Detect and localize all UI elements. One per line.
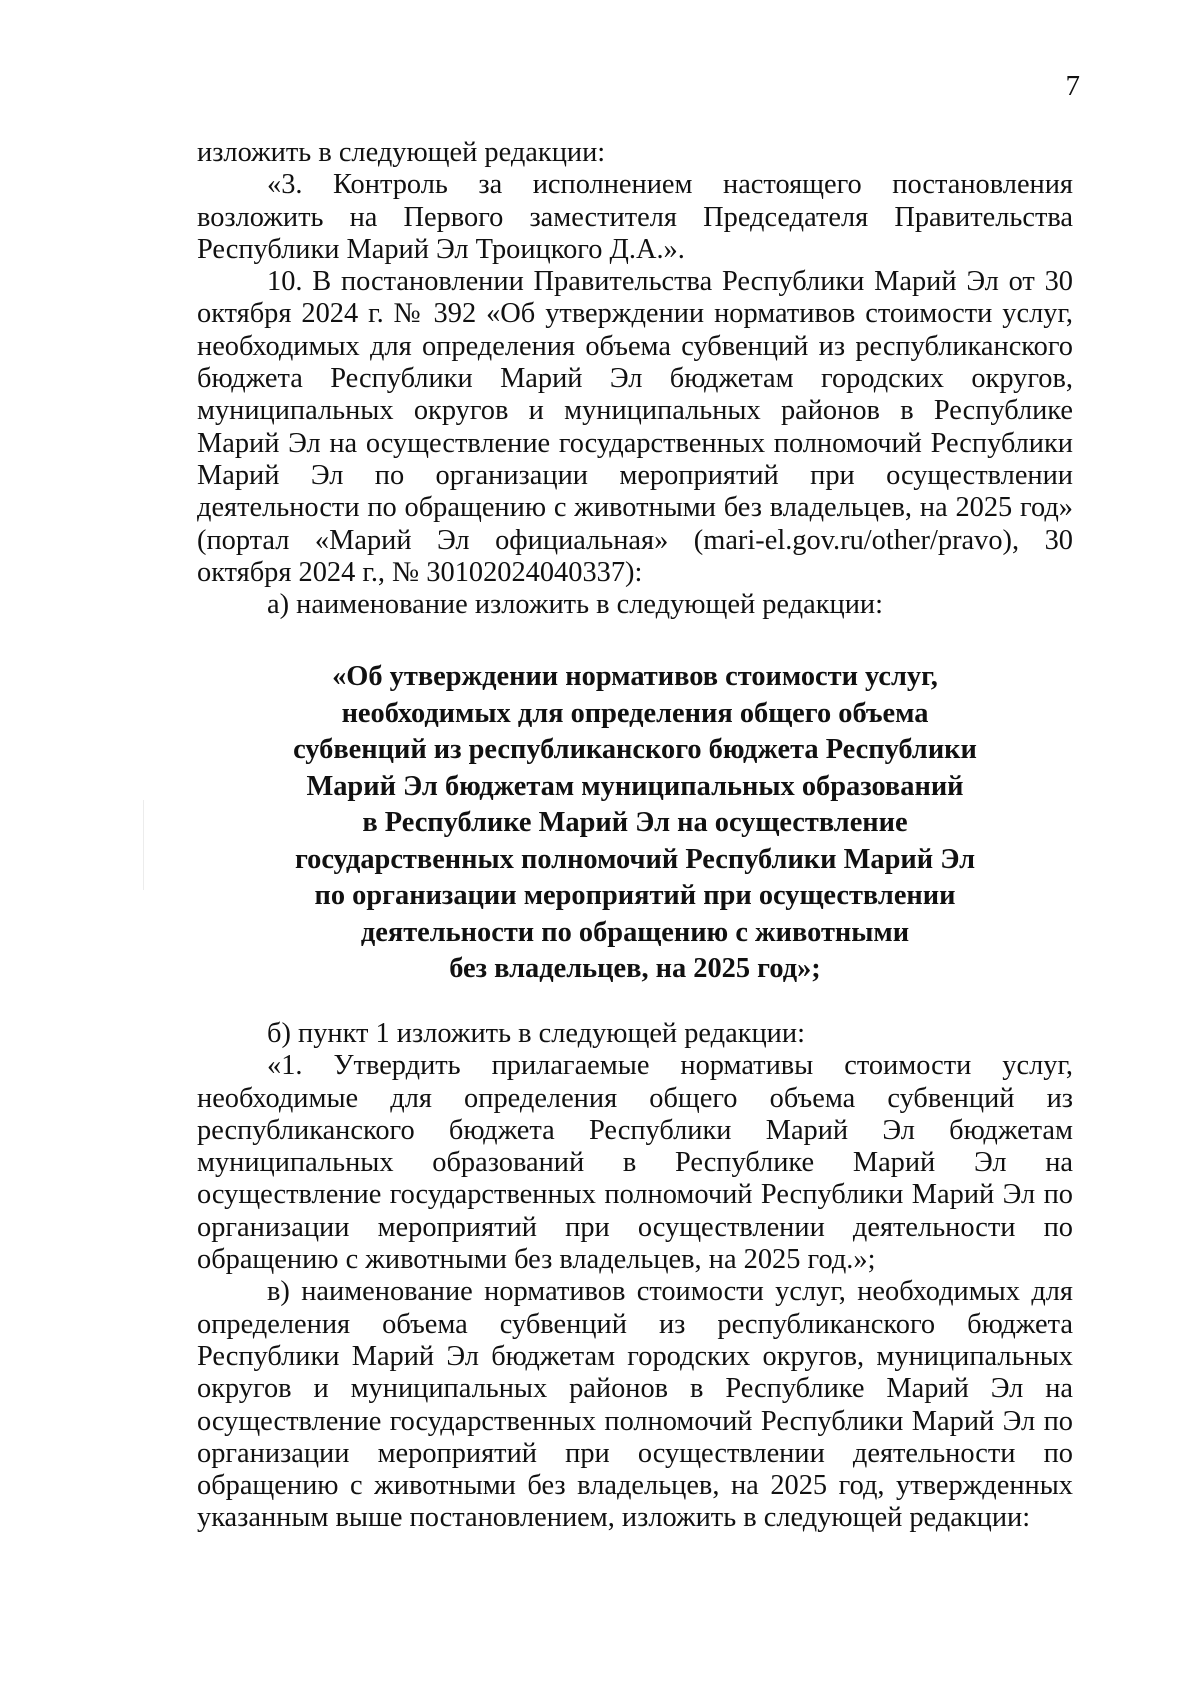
paragraph-subitem-v: в) наименование нормативов стоимости услуг, необходимых для определения объема субвенций из республиканского бюджета Республики Марий Эл бюджетам городских округов, муниципальных округов и муниципальных районов в Республике Марий Эл на осуществление государственных полномочий Республики Марий Эл по организации мероприятий при осуществлении деятельности по обращению с животными без владельцев, на 2025 год, утвержденных указанным выше постановлением, изложить в следующей редакции: <box>197 1276 1073 1534</box>
title-line: деятельности по обращению с животными <box>360 916 910 948</box>
title-line: по организации мероприятий при осуществлении <box>314 880 956 912</box>
paragraph-item-1-text: «1. Утвердить прилагаемые нормативы стоимости услуг, необходимые для определения общего объема субвенций из республиканского бюджета Республики Марий Эл бюджетам муниципальных образований в Республике Марий Эл на осуществление государственных полномочий Республики Марий Эл по организации мероприятий при осуществлении деятельности по обращению с животными без владельцев, на 2025 год.»; <box>197 1050 1073 1276</box>
page-number: 7 <box>1065 70 1080 102</box>
title-line: без владельцев, на 2025 год»; <box>449 953 821 985</box>
new-title-block <box>197 659 1073 988</box>
title-line: в Республике Марий Эл на осуществление <box>362 807 908 839</box>
title-line: государственных полномочий Республики Марий Эл <box>294 843 976 875</box>
document-body <box>197 137 1073 1535</box>
paragraph-subitem-a: а) наименование изложить в следующей редакции: <box>267 589 883 621</box>
title-line: Марий Эл бюджетам муниципальных образований <box>306 770 964 802</box>
title-line: субвенций из республиканского бюджета Республики <box>293 734 977 766</box>
paragraph-control-clause: «3. Контроль за исполнением настоящего постановления возложить на Первого заместителя Председателя Правительства Республики Марий Эл Троицкого Д.А.». <box>197 169 1073 265</box>
paragraph-subitem-b: б) пункт 1 изложить в следующей редакции: <box>267 1017 805 1049</box>
title-line: необходимых для определения общего объема <box>341 697 929 729</box>
scan-artifact <box>143 800 144 890</box>
paragraph-item-10: 10. В постановлении Правительства Республики Марий Эл от 30 октября 2024 г. № 392 «Об утверждении нормативов стоимости услуг, необходимых для определения объема субвенций из республиканского бюджета Республики Марий Эл бюджетам городских округов, муниципальных округов и муниципальных районов в Республике Марий Эл на осуществление государственных полномочий Республики Марий Эл по организации мероприятий при осуществлении деятельности по обращению с животными без владельцев, на 2025 год» (портал «Марий Эл официальная» (mari-el.gov.ru/other/pravo), 30 октября 2024 г., № 30102024040337): <box>197 266 1073 588</box>
paragraph-continuation: изложить в следующей редакции: <box>197 137 606 168</box>
title-line: «Об утверждении нормативов стоимости услуг, <box>332 661 938 693</box>
